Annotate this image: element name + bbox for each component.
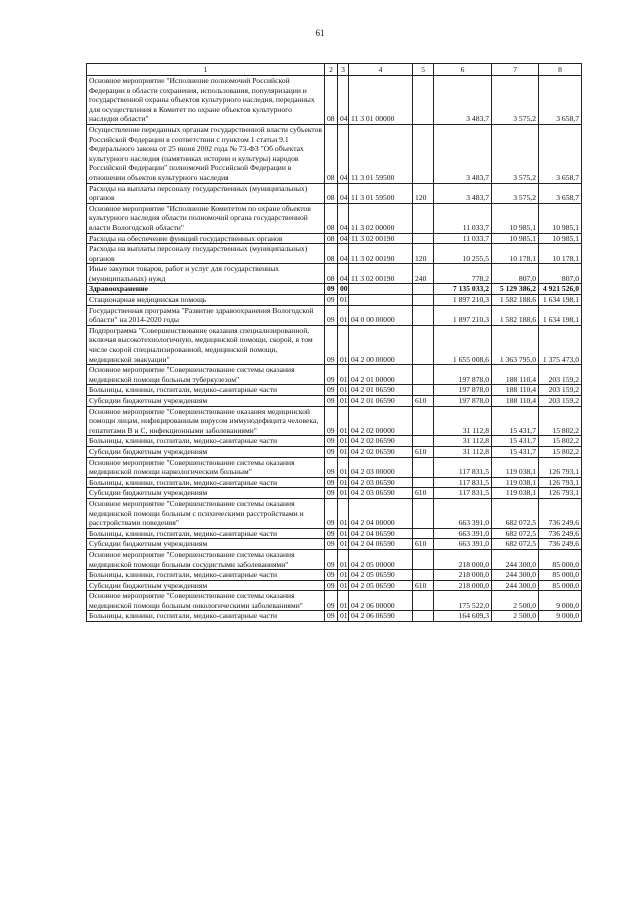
section-code: 08 — [325, 233, 338, 244]
target-article-code: 11 3 01 59500 — [349, 183, 413, 203]
section-code: 09 — [325, 385, 338, 396]
item-name: Субсидии бюджетным учреждениям — [87, 580, 325, 591]
amount-col-7: 3 575,2 — [492, 124, 539, 183]
amount-col-6: 11 033,7 — [434, 233, 492, 244]
amount-col-8: 15 802,2 — [539, 436, 582, 447]
expense-type-code — [413, 203, 434, 233]
subsection-code: 01 — [338, 477, 349, 488]
amount-col-7: 10 178,1 — [492, 244, 539, 264]
table-row — [87, 244, 582, 264]
expense-type-code — [413, 591, 434, 611]
amount-col-7: 244 300,0 — [492, 549, 539, 569]
target-article-code: 11 3 02 00190 — [349, 233, 413, 244]
subsection-code: 04 — [338, 244, 349, 264]
amount-col-6: 197 878,0 — [434, 385, 492, 396]
table-row — [87, 203, 582, 233]
target-article-code: 04 2 02 06590 — [349, 436, 413, 447]
section-code: 09 — [325, 284, 338, 295]
target-article-code: 04 2 02 06590 — [349, 446, 413, 457]
subsection-code: 04 — [338, 183, 349, 203]
table-row — [87, 124, 582, 183]
amount-col-7: 2 500,0 — [492, 591, 539, 611]
table-row — [87, 488, 582, 499]
target-article-code — [349, 284, 413, 295]
table-row — [87, 539, 582, 550]
amount-col-6: 3 483,7 — [434, 183, 492, 203]
amount-col-7: 10 985,1 — [492, 203, 539, 233]
amount-col-6: 3 483,7 — [434, 76, 492, 125]
amount-col-7: 119 038,1 — [492, 457, 539, 477]
subsection-code: 01 — [338, 488, 349, 499]
item-name: Здравоохранение — [87, 284, 325, 295]
column-header: 3 — [338, 64, 349, 76]
expense-type-code — [413, 611, 434, 622]
amount-col-7: 682 072,5 — [492, 498, 539, 528]
item-name: Основное мероприятие "Совершенствование системы оказания медицинской помощи больным онкологическими заболеваниями" — [87, 591, 325, 611]
target-article-code: 04 0 00 00000 — [349, 305, 413, 325]
table-row — [87, 457, 582, 477]
section-code: 09 — [325, 591, 338, 611]
subsection-code: 01 — [338, 385, 349, 396]
amount-col-6: 31 112,8 — [434, 406, 492, 436]
subsection-code: 04 — [338, 203, 349, 233]
amount-col-8: 126 793,1 — [539, 477, 582, 488]
item-name: Больницы, клиники, госпитали, медико-санитарные части — [87, 570, 325, 581]
subsection-code: 04 — [338, 124, 349, 183]
subsection-code: 01 — [338, 611, 349, 622]
amount-col-8: 15 802,2 — [539, 446, 582, 457]
amount-col-6: 164 609,3 — [434, 611, 492, 622]
amount-col-8: 3 658,7 — [539, 183, 582, 203]
section-code: 08 — [325, 264, 338, 284]
column-header: 8 — [539, 64, 582, 76]
expense-type-code: 610 — [413, 539, 434, 550]
expense-type-code — [413, 570, 434, 581]
amount-col-6: 663 391,0 — [434, 539, 492, 550]
section-code: 09 — [325, 498, 338, 528]
expense-type-code — [413, 325, 434, 364]
amount-col-8: 736 249,6 — [539, 498, 582, 528]
subsection-code: 01 — [338, 406, 349, 436]
amount-col-7: 3 575,2 — [492, 76, 539, 125]
amount-col-8: 15 802,2 — [539, 406, 582, 436]
amount-col-7: 188 110,4 — [492, 385, 539, 396]
column-header: 7 — [492, 64, 539, 76]
amount-col-7: 682 072,5 — [492, 528, 539, 539]
amount-col-6: 778,2 — [434, 264, 492, 284]
item-name: Основное мероприятие "Совершенствование системы оказания медицинской помощи наркологическим больным" — [87, 457, 325, 477]
target-article-code: 04 2 06 06590 — [349, 611, 413, 622]
section-code: 08 — [325, 244, 338, 264]
section-code: 08 — [325, 76, 338, 125]
column-header: 1 — [87, 64, 325, 76]
item-name: Субсидии бюджетным учреждениям — [87, 396, 325, 407]
subsection-code: 01 — [338, 305, 349, 325]
subsection-code: 00 — [338, 284, 349, 295]
item-name: Расходы на обеспечение функций государственных органов — [87, 233, 325, 244]
item-name: Субсидии бюджетным учреждениям — [87, 539, 325, 550]
expense-type-code: 610 — [413, 488, 434, 499]
column-header: 5 — [413, 64, 434, 76]
amount-col-8: 1 634 198,1 — [539, 295, 582, 306]
subsection-code: 04 — [338, 233, 349, 244]
item-name: Осуществление переданных органам государственной власти субъектов Российской Федерации в соответствии с пунктом 1 статьи 9.1 Федерального закона от 25 июня 2002 года № 73-ФЗ "Об объектах культурного наследия (памятниках истории и культуры) народов Российской Федерации" полномочий Российской Федерации в отношении объектов культурного наследия — [87, 124, 325, 183]
expense-type-code: 120 — [413, 244, 434, 264]
table-body — [87, 76, 582, 622]
section-code: 09 — [325, 488, 338, 499]
section-code: 09 — [325, 477, 338, 488]
amount-col-8: 85 000,0 — [539, 580, 582, 591]
item-name: Больницы, клиники, госпитали, медико-санитарные части — [87, 436, 325, 447]
amount-col-7: 15 431,7 — [492, 446, 539, 457]
subsection-code: 01 — [338, 591, 349, 611]
item-name: Расходы на выплаты персоналу государственных (муниципальных) органов — [87, 183, 325, 203]
table-row — [87, 446, 582, 457]
amount-col-7: 15 431,7 — [492, 406, 539, 436]
budget-table — [86, 63, 582, 622]
target-article-code: 04 2 01 06590 — [349, 396, 413, 407]
item-name: Стационарная медицинская помощь — [87, 295, 325, 306]
table-row — [87, 498, 582, 528]
target-article-code: 04 2 00 00000 — [349, 325, 413, 364]
expense-type-code: 610 — [413, 580, 434, 591]
amount-col-6: 1 655 008,6 — [434, 325, 492, 364]
section-code: 09 — [325, 446, 338, 457]
subsection-code: 04 — [338, 264, 349, 284]
subsection-code: 01 — [338, 325, 349, 364]
amount-col-7: 119 038,1 — [492, 477, 539, 488]
item-name: Основное мероприятие "Совершенствование системы оказания медицинской помощи больным сосудистыми заболеваниями" — [87, 549, 325, 569]
expense-type-code — [413, 498, 434, 528]
table-row — [87, 365, 582, 385]
expense-type-code: 610 — [413, 396, 434, 407]
table-row — [87, 284, 582, 295]
section-code: 09 — [325, 295, 338, 306]
amount-col-6: 197 878,0 — [434, 365, 492, 385]
expense-type-code — [413, 457, 434, 477]
expense-type-code — [413, 549, 434, 569]
expense-type-code — [413, 385, 434, 396]
amount-col-8: 736 249,6 — [539, 528, 582, 539]
amount-col-6: 117 831,5 — [434, 488, 492, 499]
section-code: 08 — [325, 203, 338, 233]
expense-type-code — [413, 477, 434, 488]
item-name: Субсидии бюджетным учреждениям — [87, 488, 325, 499]
subsection-code: 01 — [338, 528, 349, 539]
table-row — [87, 233, 582, 244]
amount-col-8: 203 159,2 — [539, 385, 582, 396]
table-row — [87, 580, 582, 591]
target-article-code: 04 2 02 00000 — [349, 406, 413, 436]
target-article-code: 11 3 02 00190 — [349, 244, 413, 264]
amount-col-6: 117 831,5 — [434, 477, 492, 488]
expense-type-code — [413, 233, 434, 244]
item-name: Основное мероприятие "Исполнение полномочий Российской Федерации в области сохранения, использования, популяризации и государственной охраны объектов культурного наследия, переданных для осуществления в Комитет по охране объектов культурного наследия области" — [87, 76, 325, 125]
expense-type-code — [413, 406, 434, 436]
amount-col-8: 4 921 526,0 — [539, 284, 582, 295]
table-row — [87, 295, 582, 306]
amount-col-7: 15 431,7 — [492, 436, 539, 447]
target-article-code: 04 2 04 06590 — [349, 539, 413, 550]
item-name: Больницы, клиники, госпитали, медико-санитарные части — [87, 528, 325, 539]
amount-col-6: 31 112,8 — [434, 446, 492, 457]
expense-type-code — [413, 365, 434, 385]
subsection-code: 01 — [338, 396, 349, 407]
amount-col-6: 11 033,7 — [434, 203, 492, 233]
amount-col-6: 175 522,0 — [434, 591, 492, 611]
amount-col-7: 2 500,0 — [492, 611, 539, 622]
item-name: Подпрограмма "Совершенствование оказания специализированной, включая высокотехнологичную, медицинской помощи, скорой, в том числе скорой специализированной, медицинской помощи, медицинской эвакуации" — [87, 325, 325, 364]
amount-col-8: 1 634 198,1 — [539, 305, 582, 325]
section-code: 09 — [325, 396, 338, 407]
amount-col-6: 218 000,0 — [434, 570, 492, 581]
target-article-code: 04 2 01 06590 — [349, 385, 413, 396]
expense-type-code — [413, 436, 434, 447]
amount-col-6: 218 000,0 — [434, 580, 492, 591]
table-row — [87, 477, 582, 488]
section-code: 09 — [325, 406, 338, 436]
amount-col-7: 1 582 188,6 — [492, 305, 539, 325]
table-row — [87, 549, 582, 569]
item-name: Больницы, клиники, госпитали, медико-санитарные части — [87, 477, 325, 488]
expense-type-code — [413, 124, 434, 183]
target-article-code: 04 2 03 06590 — [349, 477, 413, 488]
subsection-code: 01 — [338, 457, 349, 477]
section-code: 09 — [325, 305, 338, 325]
amount-col-8: 126 793,1 — [539, 488, 582, 499]
amount-col-7: 682 072,5 — [492, 539, 539, 550]
amount-col-8: 3 658,7 — [539, 124, 582, 183]
amount-col-7: 188 110,4 — [492, 396, 539, 407]
item-name: Основное мероприятие "Исполнение Комитетом по охране объектов культурного наследия области полномочий органа государственной власти Вологодской области" — [87, 203, 325, 233]
amount-col-8: 3 658,7 — [539, 76, 582, 125]
section-code: 09 — [325, 457, 338, 477]
expense-type-code — [413, 284, 434, 295]
target-article-code: 11 3 01 59500 — [349, 124, 413, 183]
item-name: Иные закупки товаров, работ и услуг для государственных (муниципальных) нужд — [87, 264, 325, 284]
column-header: 4 — [349, 64, 413, 76]
table-row — [87, 385, 582, 396]
expense-type-code — [413, 305, 434, 325]
amount-col-6: 3 483,7 — [434, 124, 492, 183]
subsection-code: 01 — [338, 549, 349, 569]
amount-col-7: 244 300,0 — [492, 570, 539, 581]
amount-col-8: 10 985,1 — [539, 233, 582, 244]
table-row — [87, 396, 582, 407]
item-name: Больницы, клиники, госпитали, медико-санитарные части — [87, 385, 325, 396]
subsection-code: 01 — [338, 295, 349, 306]
page-number: 61 — [315, 28, 325, 38]
amount-col-6: 10 255,5 — [434, 244, 492, 264]
target-article-code: 04 2 04 06590 — [349, 528, 413, 539]
amount-col-6: 663 391,0 — [434, 528, 492, 539]
amount-col-8: 1 375 473,0 — [539, 325, 582, 364]
section-code: 09 — [325, 436, 338, 447]
expense-type-code: 240 — [413, 264, 434, 284]
table-row — [87, 406, 582, 436]
table-row — [87, 591, 582, 611]
amount-col-7: 244 300,0 — [492, 580, 539, 591]
target-article-code: 11 3 02 00190 — [349, 264, 413, 284]
expense-type-code — [413, 528, 434, 539]
amount-col-8: 203 159,2 — [539, 396, 582, 407]
amount-col-7: 119 038,1 — [492, 488, 539, 499]
table-row — [87, 264, 582, 284]
amount-col-8: 807,0 — [539, 264, 582, 284]
amount-col-6: 663 391,0 — [434, 498, 492, 528]
subsection-code: 01 — [338, 365, 349, 385]
table-row — [87, 325, 582, 364]
target-article-code: 11 3 02 00000 — [349, 203, 413, 233]
amount-col-6: 31 112,8 — [434, 436, 492, 447]
section-code: 08 — [325, 183, 338, 203]
table-row — [87, 528, 582, 539]
table-row — [87, 183, 582, 203]
section-code: 09 — [325, 570, 338, 581]
expense-type-code: 120 — [413, 183, 434, 203]
item-name: Основное мероприятие "Совершенствование системы оказания медицинской помощи больным с психическими расстройствами и расстройствами поведения" — [87, 498, 325, 528]
expense-type-code: 610 — [413, 446, 434, 457]
section-code: 09 — [325, 580, 338, 591]
item-name: Государственная программа "Развитие здравоохранения Вологодской области" на 2014-2020 годы — [87, 305, 325, 325]
subsection-code: 01 — [338, 580, 349, 591]
amount-col-7: 188 110,4 — [492, 365, 539, 385]
expense-type-code — [413, 295, 434, 306]
section-code: 09 — [325, 539, 338, 550]
amount-col-8: 9 000,0 — [539, 591, 582, 611]
table-row — [87, 611, 582, 622]
target-article-code: 04 2 05 06590 — [349, 570, 413, 581]
item-name: Основное мероприятие "Совершенствование оказания медицинской помощи лицам, инфицированным вирусом иммунодефицита человека, гепатитами B и C, инфекционными заболеваниями" — [87, 406, 325, 436]
table-row — [87, 305, 582, 325]
subsection-code: 01 — [338, 498, 349, 528]
amount-col-7: 10 985,1 — [492, 233, 539, 244]
item-name: Основное мероприятие "Совершенствование системы оказания медицинской помощи больным туберкулезом" — [87, 365, 325, 385]
amount-col-6: 1 897 210,3 — [434, 295, 492, 306]
amount-col-8: 85 000,0 — [539, 549, 582, 569]
subsection-code: 01 — [338, 570, 349, 581]
amount-col-8: 10 178,1 — [539, 244, 582, 264]
item-name: Больницы, клиники, госпитали, медико-санитарные части — [87, 611, 325, 622]
amount-col-8: 10 985,1 — [539, 203, 582, 233]
amount-col-8: 126 793,1 — [539, 457, 582, 477]
amount-col-6: 218 000,0 — [434, 549, 492, 569]
amount-col-7: 1 363 795,0 — [492, 325, 539, 364]
target-article-code: 04 2 05 06590 — [349, 580, 413, 591]
target-article-code: 04 2 01 00000 — [349, 365, 413, 385]
section-code: 09 — [325, 528, 338, 539]
amount-col-8: 736 249,6 — [539, 539, 582, 550]
section-code: 09 — [325, 365, 338, 385]
amount-col-8: 85 000,0 — [539, 570, 582, 581]
amount-col-6: 117 831,5 — [434, 457, 492, 477]
subsection-code: 01 — [338, 436, 349, 447]
section-code: 08 — [325, 124, 338, 183]
amount-col-6: 1 897 210,3 — [434, 305, 492, 325]
section-code: 09 — [325, 549, 338, 569]
target-article-code — [349, 295, 413, 306]
table-row — [87, 76, 582, 125]
section-code: 09 — [325, 325, 338, 364]
target-article-code: 04 2 03 06590 — [349, 488, 413, 499]
target-article-code: 04 2 06 00000 — [349, 591, 413, 611]
amount-col-6: 7 135 033,2 — [434, 284, 492, 295]
target-article-code: 04 2 05 00000 — [349, 549, 413, 569]
item-name: Расходы на выплаты персоналу государственных (муниципальных) органов — [87, 244, 325, 264]
amount-col-7: 3 575,2 — [492, 183, 539, 203]
target-article-code: 04 2 04 00000 — [349, 498, 413, 528]
amount-col-8: 9 000,0 — [539, 611, 582, 622]
subsection-code: 04 — [338, 76, 349, 125]
subsection-code: 01 — [338, 446, 349, 457]
amount-col-6: 197 878,0 — [434, 396, 492, 407]
item-name: Субсидии бюджетным учреждениям — [87, 446, 325, 457]
target-article-code: 04 2 03 00000 — [349, 457, 413, 477]
amount-col-7: 5 129 386,2 — [492, 284, 539, 295]
section-code: 09 — [325, 611, 338, 622]
subsection-code: 01 — [338, 539, 349, 550]
expense-type-code — [413, 76, 434, 125]
amount-col-7: 1 582 188,6 — [492, 295, 539, 306]
amount-col-8: 203 159,2 — [539, 365, 582, 385]
table-row — [87, 436, 582, 447]
column-header: 2 — [325, 64, 338, 76]
column-header: 6 — [434, 64, 492, 76]
header-row — [87, 64, 582, 76]
table-row — [87, 570, 582, 581]
amount-col-7: 807,0 — [492, 264, 539, 284]
target-article-code: 11 3 01 00000 — [349, 76, 413, 125]
